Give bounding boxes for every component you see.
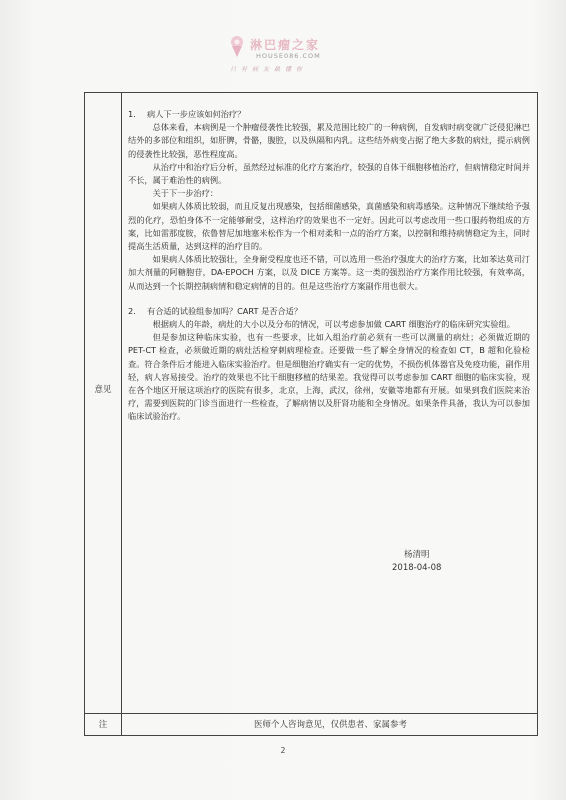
question-2-title: 有合适的试验组参加吗？CART 是否合适？ xyxy=(147,305,303,316)
question-1-title: 病人下一步应该如何治疗？ xyxy=(147,109,246,119)
opinion-row-label: 意见 xyxy=(94,385,112,395)
note-text: 医师个人咨询意见，仅供患者、家属参考 xyxy=(253,720,407,730)
note-row-label: 注 xyxy=(98,720,108,730)
paragraph: 从治疗中和治疗后分析，虽然经过标准的化疗方案治疗，较强的自体干细胞移植治疗，但病情稳定时间并不长，属于难治性的病例。 xyxy=(128,161,530,186)
watermark-title: 淋巴瘤之家 xyxy=(250,38,321,52)
question-2-number: 2. xyxy=(128,305,136,316)
question-1 xyxy=(128,108,530,121)
watermark-url: HOUSE086.COM xyxy=(256,52,321,60)
column-divider xyxy=(121,93,122,735)
watermark-slogan: 只有病友最懂你 xyxy=(230,66,308,73)
signature: 杨清明 xyxy=(404,550,430,560)
signature-date: 2018-04-08 xyxy=(392,563,442,573)
question-1-number: 1. xyxy=(128,109,136,119)
paragraph: 但是参加这种临床实验，也有一些要求，比如入组治疗前必须有一些可以测量的病灶；必须做近期的 PET-CT 检查，必须做近期的病灶活检穿刺病理检查。还要做一些了解全身情况的检查如 CT，B 超和化验检查。符合条件后才能进入临床实验治疗。但是细胞治疗确实有一定的优势，不损伤机体器官及免疫功能，副作用轻，病人容易接受。治疗的效果也不比干细胞移植的结果差。我觉得可以考虑参加 CART 细胞的临床实验，现在各个地区开展这项治疗的医院有很多，北京，上海，武汉，徐州，安徽等地都有开展。如果到我们医院来治疗，需要到医院的门诊当面进行一些检查，了解病情以及肝肾功能和全身情况。如果条件具备，我认为可以参加临床试验治疗。 xyxy=(128,332,530,422)
paragraph: 如果病人体质比较弱，而且反复出现感染，包括细菌感染，真菌感染和病毒感染。这种情况下继续给予强烈的化疗，恐怕身体不一定能够耐受，这样治疗的效果也不一定好。因此可以考虑改用一些口服药物组成的方案，比如雷那度胺，依鲁替尼加地塞米松作为一个相对柔和一点的治疗方案，以控制和维持病情稳定为主，同时提高生活质量，达到这样的治疗目的。 xyxy=(128,201,530,252)
paragraph: 总体来看，本病例是一个肿瘤侵袭性比较强，累及范围比较广的一种病例，自发病时病变就广泛侵犯淋巴结外的多部位和组织，如肝脾，骨骼，腹腔，以及纵隔和内乳。这些结外病变占据了绝大多数的病灶，提示病例的侵袭性比较强，恶性程度高。 xyxy=(128,122,530,159)
paragraph: 关于下一步治疗： xyxy=(152,188,219,199)
page-number: 2 xyxy=(280,746,286,755)
ribbon-logo-icon xyxy=(226,34,248,58)
row-divider xyxy=(85,713,537,714)
question-2 xyxy=(128,305,530,318)
opinion-content xyxy=(128,108,530,424)
watermark xyxy=(226,34,356,90)
paragraph: 根据病人的年龄，病灶的大小以及分布的情况，可以考虑参加做 CART 细胞治疗的临床研究实验组。 xyxy=(152,319,515,330)
paragraph: 如果病人体质比较强壮，全身耐受程度也还不错，可以选用一些治疗强度大的治疗方案，比如苯达莫司汀加大剂量的阿糖胞苷，DA-EPOCH 方案，以及 DICE 方案等。这一类的强烈治疗方案作用比较强，有效率高，从而达到一个长期控制病情和稳定病情的目的。但是这些治疗方案副作用也很大。 xyxy=(128,254,530,291)
